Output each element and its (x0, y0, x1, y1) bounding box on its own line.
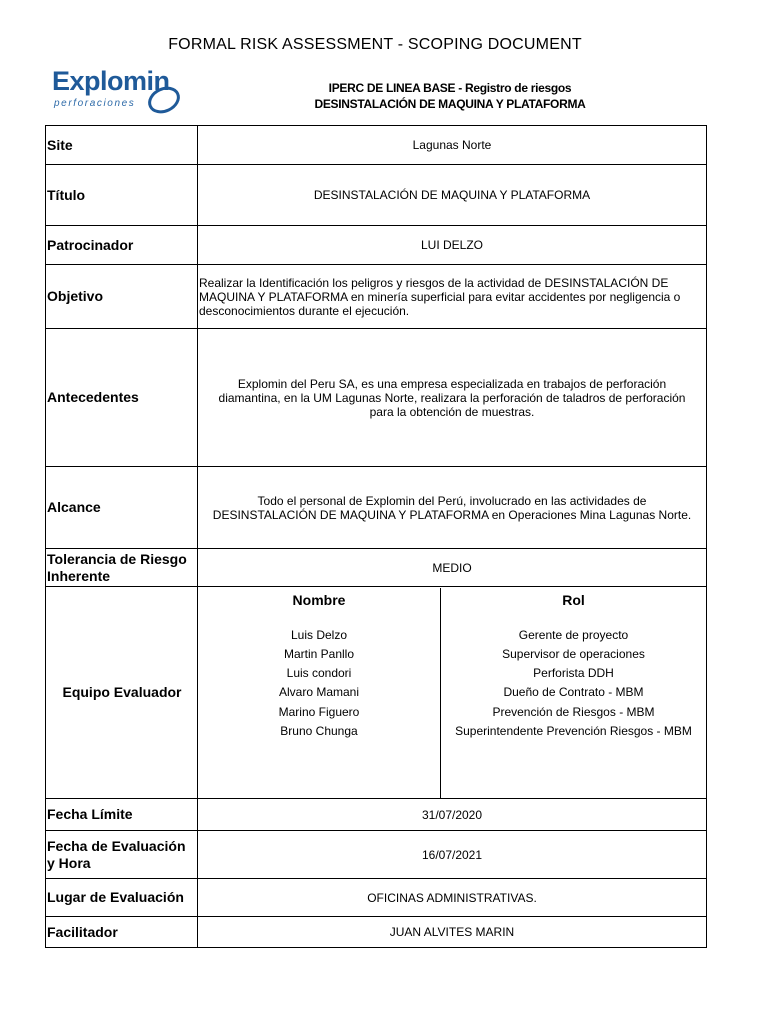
row-objetivo (46, 265, 707, 329)
team-grid (198, 588, 706, 798)
row-alcance (46, 467, 707, 549)
document-title: FORMAL RISK ASSESSMENT - SCOPING DOCUMENT (168, 36, 582, 53)
patrocinador-value: LUI DELZO (198, 226, 707, 265)
fecha-limite-label: Fecha Límite (46, 799, 198, 831)
row-antecedentes (46, 329, 707, 467)
lugar-label: Lugar de Evaluación (46, 879, 198, 917)
member-role: Perforista DDH (533, 666, 614, 681)
logo-wordmark: Explomin (52, 66, 170, 96)
member-role: Prevención de Riesgos - MBM (492, 704, 655, 719)
scoping-table (45, 125, 707, 948)
name-header: Nombre (292, 591, 346, 608)
member-role: Supervisor de operaciones (502, 646, 645, 661)
team-names-column (198, 588, 441, 798)
row-tolerancia (46, 549, 707, 587)
titulo-label: Título (46, 165, 198, 226)
explomin-logo (50, 66, 190, 118)
row-site (46, 126, 707, 165)
row-patrocinador (46, 226, 707, 265)
member-name: Bruno Chunga (280, 723, 358, 738)
fecha-evaluacion-value: 16/07/2021 (198, 831, 707, 879)
antecedentes-value: Explomin del Peru SA, es una empresa especializada en trabajos de perforación diamantina, en la UM Lagunas Norte, realizara la perforación de taladros de perforación para la obtención de muestras. (198, 329, 707, 467)
antecedentes-label: Antecedentes (46, 329, 198, 467)
member-name: Luis Delzo (290, 627, 348, 642)
member-name: Luis condori (286, 666, 352, 681)
logo-swoosh-icon (146, 80, 186, 120)
member-role: Gerente de proyecto (518, 627, 629, 642)
row-lugar (46, 879, 707, 917)
row-equipo (46, 587, 707, 799)
logo-tagline: perforaciones (54, 98, 136, 109)
row-facilitador (46, 917, 707, 948)
row-fecha-evaluacion (46, 831, 707, 879)
facilitador-value: JUAN ALVITES MARIN (198, 917, 707, 948)
tolerancia-label: Tolerancia de Riesgo Inherente (46, 549, 198, 587)
row-titulo (46, 165, 707, 226)
site-label: Site (46, 126, 198, 165)
equipo-cell (198, 587, 707, 799)
objetivo-value: Realizar la Identificación los peligros y riesgos de la actividad de DESINSTALACIÓN DE MAQUINA Y PLATAFORMA en minería superficial para evitar accidentes por negligencia o desconocimientos durante el ejecución. (198, 265, 707, 329)
fecha-evaluacion-label: Fecha de Evaluación y Hora (46, 831, 198, 879)
subtitle-line-2: DESINSTALACIÓN DE MAQUINA Y PLATAFORMA (314, 97, 586, 111)
facilitador-label: Facilitador (46, 917, 198, 948)
member-role: Superintendente Prevención Riesgos - MBM (455, 723, 692, 738)
site-value: Lagunas Norte (198, 126, 707, 165)
team-roles-column (441, 588, 706, 798)
row-fecha-limite (46, 799, 707, 831)
member-name: Marino Figuero (278, 704, 360, 719)
titulo-value: DESINSTALACIÓN DE MAQUINA Y PLATAFORMA (198, 165, 707, 226)
patrocinador-label: Patrocinador (46, 226, 198, 265)
subtitle-line-1: IPERC DE LINEA BASE - Registro de riesgos (328, 81, 572, 95)
tolerancia-value: MEDIO (198, 549, 707, 587)
document-subtitle (290, 80, 610, 112)
equipo-label: Equipo Evaluador (46, 587, 198, 799)
alcance-label: Alcance (46, 467, 198, 549)
fecha-limite-value: 31/07/2020 (198, 799, 707, 831)
objetivo-label: Objetivo (46, 265, 198, 329)
role-header: Rol (562, 591, 585, 608)
member-role: Dueño de Contrato - MBM (503, 685, 644, 700)
lugar-value: OFICINAS ADMINISTRATIVAS. (198, 879, 707, 917)
alcance-value: Todo el personal de Explomin del Perú, involucrado en las actividades de DESINSTALACIÓN DE MAQUINA Y PLATAFORMA en Operaciones Mina Lagunas Norte. (198, 467, 707, 549)
member-name: Martin Panllo (283, 646, 355, 661)
member-name: Alvaro Mamani (278, 685, 360, 700)
